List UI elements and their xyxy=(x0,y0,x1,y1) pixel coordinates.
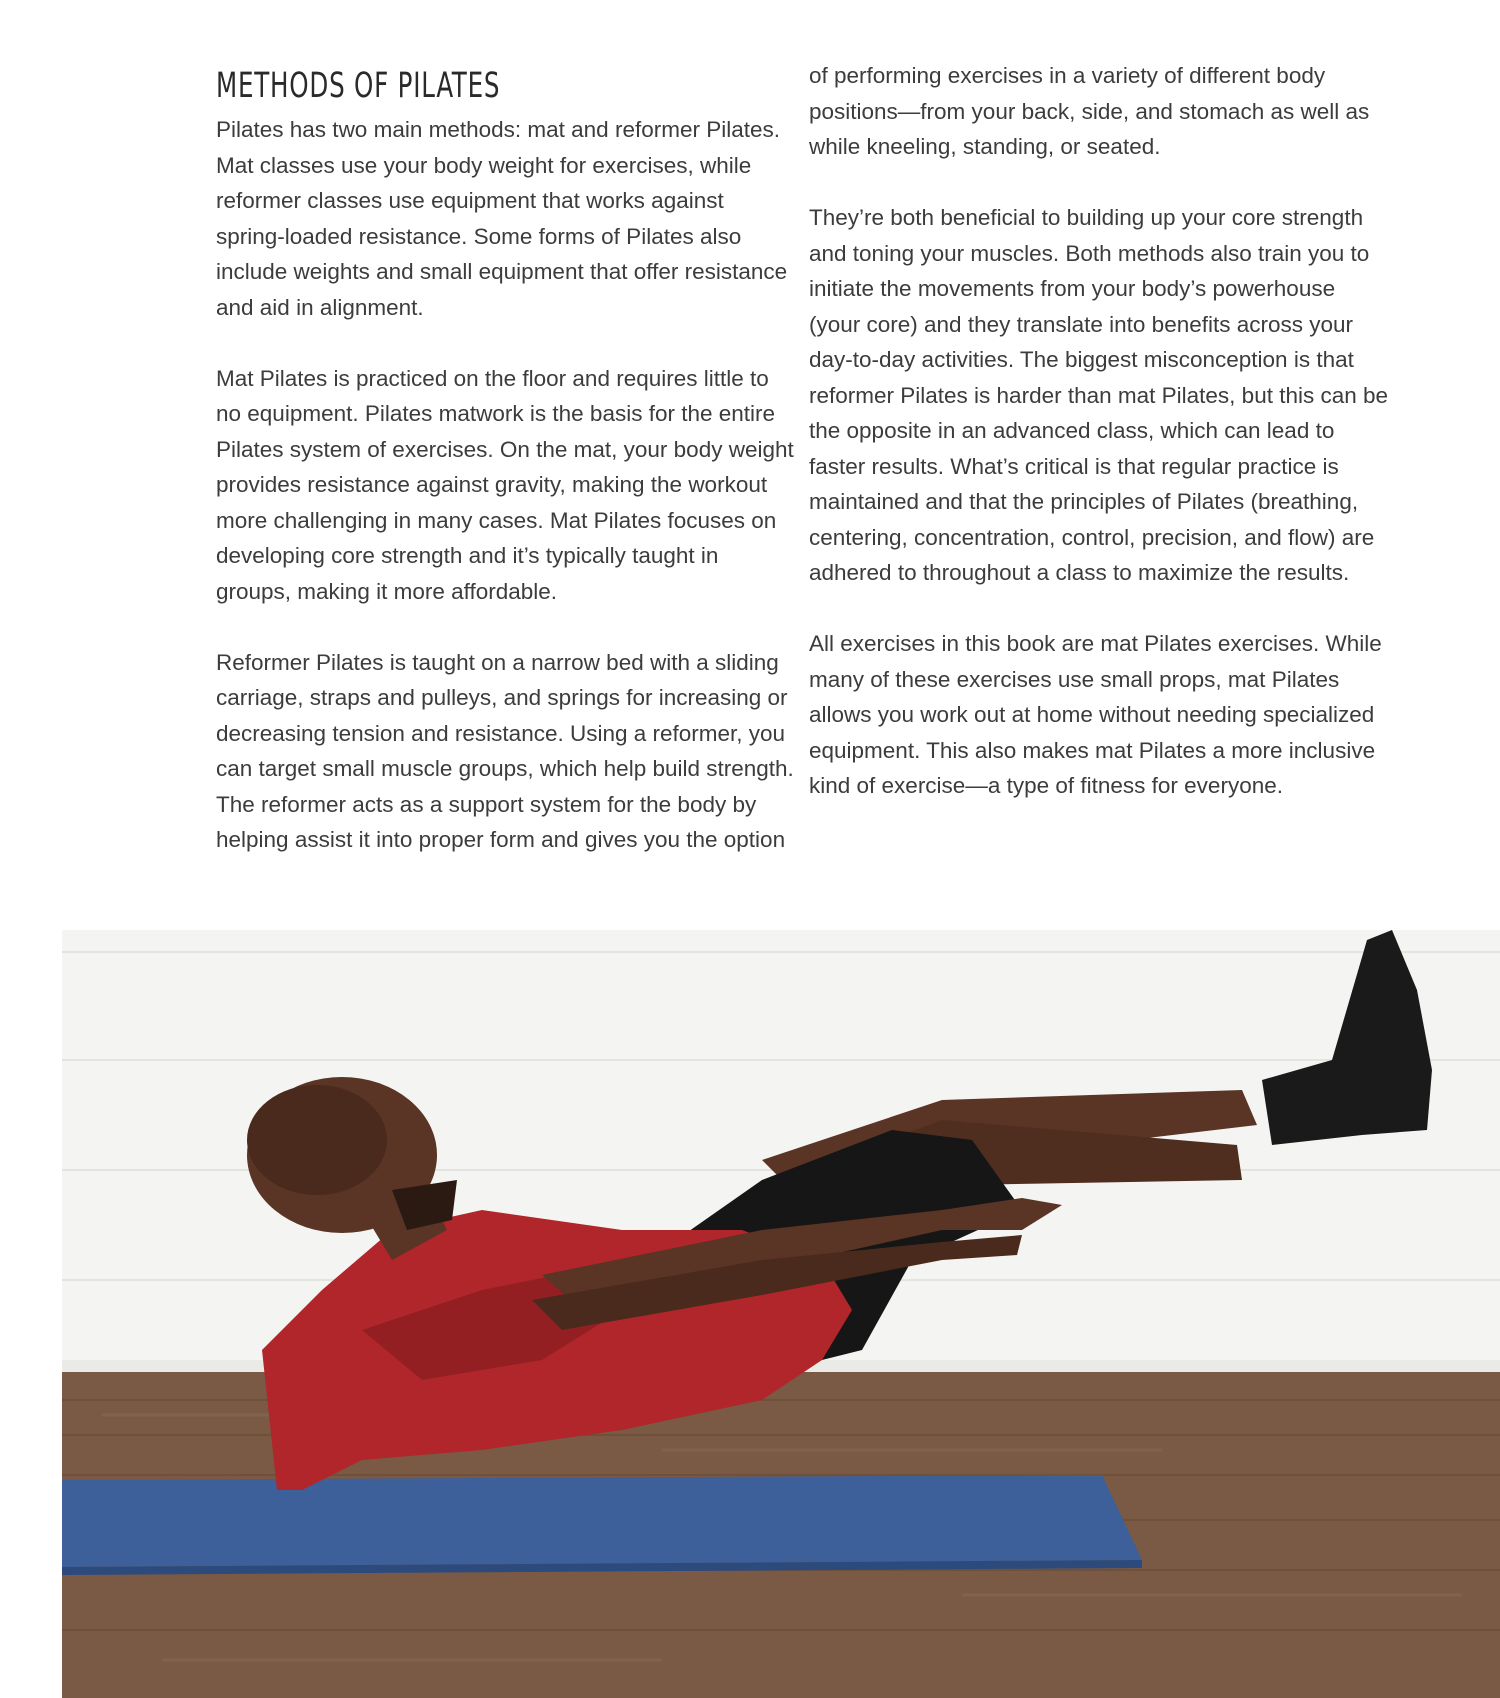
left-column xyxy=(216,60,796,893)
paragraph: All exercises in this book are mat Pilates exercises. While many of these exercises use small props, mat Pilates allows you work out at home without needing specialized equipment. This also makes mat Pilates a more inclusive kind of exercise—a type of fitness for everyone. xyxy=(809,631,1382,798)
paragraph: They’re both beneficial to building up your core strength and toning your muscles. Both methods also train you to initiate the movements from your body’s powerhouse (your core) and they translate into benefits across your day-to-day activities. The biggest misconception is that reformer Pilates is harder than mat Pilates, but this can be the opposite in an advanced class, which can lead to faster results. What’s critical is that regular practice is maintained and that the principles of Pilates (breathing, centering, concentration, control, precision, and flow) are adhered to throughout a class to maximize the results. xyxy=(809,205,1389,585)
section-heading: METHODS OF PILATES xyxy=(216,66,501,106)
right-column xyxy=(809,58,1389,839)
paragraph: Reformer Pilates is taught on a narrow bed with a sliding carriage, straps and pulleys, and springs for increasing or decreasing tension and resistance. Using a reformer, you can target small muscle groups, which help build strength. The reformer acts as a support system for the body by helping assist it into proper form and gives you the option xyxy=(216,649,794,852)
yoga-mat xyxy=(62,1475,1142,1567)
exercise-photo xyxy=(62,930,1500,1698)
paragraph: Pilates has two main methods: mat and reformer Pilates. Mat classes use your body weight for exercises, while reformer classes use equipment that works against spring-loaded resistance. Some forms of Pilates also include weights and small equipment that offer resistance and aid in alignment. xyxy=(216,117,788,320)
paragraph: of performing exercises in a variety of different body positions—from your back, side, and stomach as well as while kneeling, standing, or seated. xyxy=(809,63,1370,159)
paragraph: Mat Pilates is practiced on the floor and requires little to no equipment. Pilates matwork is the basis for the entire Pilates system of exercises. On the mat, your body weight provides resistance against gravity, making the workout more challenging in many cases. Mat Pilates focuses on developing core strength and it’s typically taught in groups, making it more affordable. xyxy=(216,365,794,604)
